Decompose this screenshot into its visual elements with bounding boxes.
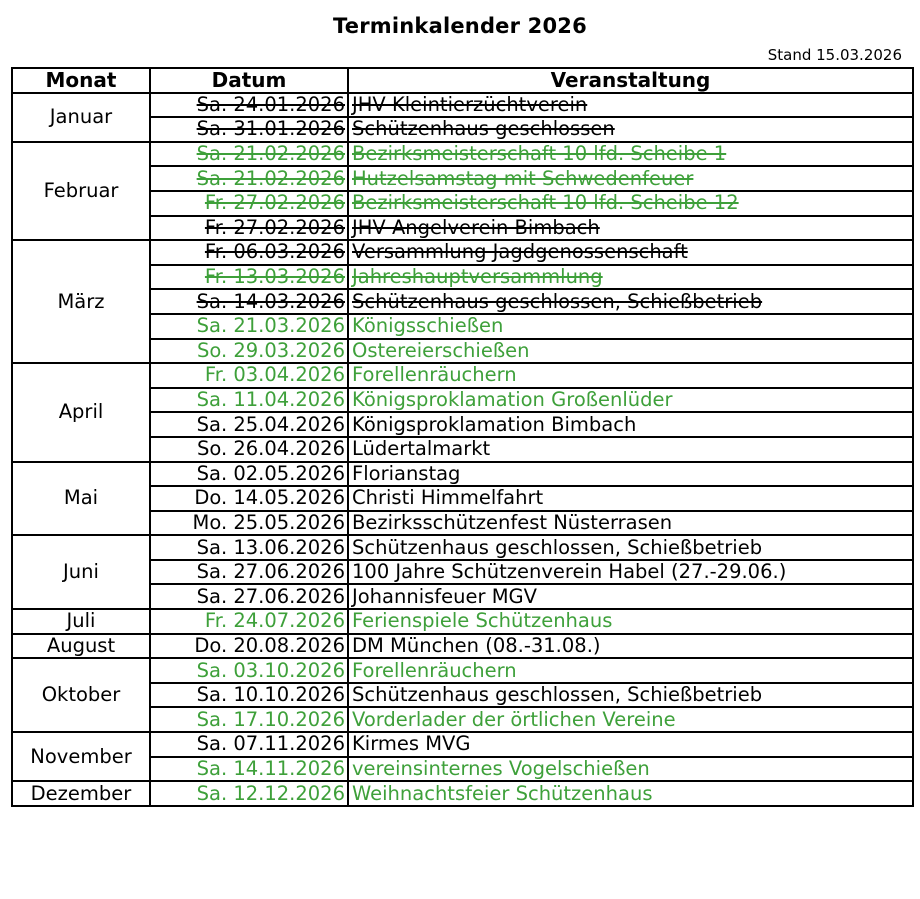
date-cell: Sa. 25.04.2026 xyxy=(150,412,348,437)
date-cell: So. 29.03.2026 xyxy=(150,339,348,364)
date-cell: Sa. 12.12.2026 xyxy=(150,781,348,806)
header-date: Datum xyxy=(150,68,348,93)
header-event: Veranstaltung xyxy=(348,68,913,93)
month-cell: Juli xyxy=(12,609,150,634)
month-cell: August xyxy=(12,634,150,659)
event-cell: Versammlung Jagdgenossenschaft xyxy=(348,240,913,265)
date-cell: Sa. 24.01.2026 xyxy=(150,93,348,118)
table-row xyxy=(12,781,913,806)
date-cell: Sa. 31.01.2026 xyxy=(150,117,348,142)
month-cell: Februar xyxy=(12,142,150,240)
date-cell: Fr. 27.02.2026 xyxy=(150,216,348,241)
event-cell: Johannisfeuer MGV xyxy=(348,584,913,609)
event-cell: Schützenhaus geschlossen xyxy=(348,117,913,142)
date-cell: Sa. 02.05.2026 xyxy=(150,462,348,487)
calendar-body xyxy=(12,93,913,806)
date-cell: Do. 20.08.2026 xyxy=(150,634,348,659)
table-row xyxy=(12,634,913,659)
date-cell: Sa. 21.02.2026 xyxy=(150,166,348,191)
table-row xyxy=(12,142,913,167)
month-cell: November xyxy=(12,732,150,781)
event-cell: 100 Jahre Schützenverein Habel (27.-29.06.) xyxy=(348,560,913,585)
event-cell: Königsproklamation Bimbach xyxy=(348,412,913,437)
header-row xyxy=(12,68,913,93)
month-cell: Januar xyxy=(12,93,150,142)
event-cell: Bezirksschützenfest Nüsterrasen xyxy=(348,511,913,536)
event-cell: Ferienspiele Schützenhaus xyxy=(348,609,913,634)
event-cell: Forellenräuchern xyxy=(348,363,913,388)
header-month: Monat xyxy=(12,68,150,93)
event-cell: Schützenhaus geschlossen, Schießbetrieb xyxy=(348,535,913,560)
date-cell: Sa. 17.10.2026 xyxy=(150,707,348,732)
table-row xyxy=(12,462,913,487)
date-cell: Mo. 25.05.2026 xyxy=(150,511,348,536)
date-cell: Sa. 27.06.2026 xyxy=(150,560,348,585)
table-row xyxy=(12,658,913,683)
date-cell: Sa. 10.10.2026 xyxy=(150,683,348,708)
date-cell: Sa. 21.02.2026 xyxy=(150,142,348,167)
date-cell: Fr. 06.03.2026 xyxy=(150,240,348,265)
date-cell: Sa. 07.11.2026 xyxy=(150,732,348,757)
table-row xyxy=(12,240,913,265)
event-cell: Christi Himmelfahrt xyxy=(348,486,913,511)
event-cell: Lüdertalmarkt xyxy=(348,437,913,462)
date-cell: Sa. 11.04.2026 xyxy=(150,388,348,413)
event-cell: Florianstag xyxy=(348,462,913,487)
date-cell: Sa. 03.10.2026 xyxy=(150,658,348,683)
event-cell: Kirmes MVG xyxy=(348,732,913,757)
date-cell: Fr. 27.02.2026 xyxy=(150,191,348,216)
event-cell: Bezirksmeisterschaft 10 lfd. Scheibe 1 xyxy=(348,142,913,167)
event-cell: Königsschießen xyxy=(348,314,913,339)
date-cell: Sa. 27.06.2026 xyxy=(150,584,348,609)
calendar-table xyxy=(11,67,914,807)
event-cell: Vorderlader der örtlichen Vereine xyxy=(348,707,913,732)
date-cell: Fr. 24.07.2026 xyxy=(150,609,348,634)
date-cell: Do. 14.05.2026 xyxy=(150,486,348,511)
event-cell: Königsproklamation Großenlüder xyxy=(348,388,913,413)
event-cell: JHV Kleintierzüchtverein xyxy=(348,93,913,118)
table-row xyxy=(12,609,913,634)
month-cell: Juni xyxy=(12,535,150,609)
month-cell: April xyxy=(12,363,150,461)
date-cell: Sa. 14.03.2026 xyxy=(150,289,348,314)
month-cell: Dezember xyxy=(12,781,150,806)
event-cell: Schützenhaus geschlossen, Schießbetrieb xyxy=(348,683,913,708)
table-row xyxy=(12,363,913,388)
event-cell: DM München (08.-31.08.) xyxy=(348,634,913,659)
date-cell: Fr. 03.04.2026 xyxy=(150,363,348,388)
month-cell: Oktober xyxy=(12,658,150,732)
table-row xyxy=(12,732,913,757)
table-row xyxy=(12,535,913,560)
stand-date: Stand 15.03.2026 xyxy=(767,46,902,64)
page-title: Terminkalender 2026 xyxy=(333,14,587,38)
event-cell: Schützenhaus geschlossen, Schießbetrieb xyxy=(348,289,913,314)
month-cell: März xyxy=(12,240,150,363)
event-cell: vereinsinternes Vogelschießen xyxy=(348,757,913,782)
date-cell: Sa. 14.11.2026 xyxy=(150,757,348,782)
event-cell: Weihnachtsfeier Schützenhaus xyxy=(348,781,913,806)
table-row xyxy=(12,93,913,118)
event-cell: Forellenräuchern xyxy=(348,658,913,683)
event-cell: Bezirksmeisterschaft 10 lfd. Scheibe 12 xyxy=(348,191,913,216)
month-cell: Mai xyxy=(12,462,150,536)
date-cell: Sa. 21.03.2026 xyxy=(150,314,348,339)
event-cell: Hutzelsamstag mit Schwedenfeuer xyxy=(348,166,913,191)
date-cell: Fr. 13.03.2026 xyxy=(150,265,348,290)
event-cell: Jahreshauptversammlung xyxy=(348,265,913,290)
date-cell: So. 26.04.2026 xyxy=(150,437,348,462)
date-cell: Sa. 13.06.2026 xyxy=(150,535,348,560)
event-cell: Ostereierschießen xyxy=(348,339,913,364)
event-cell: JHV Angelverein Bimbach xyxy=(348,216,913,241)
